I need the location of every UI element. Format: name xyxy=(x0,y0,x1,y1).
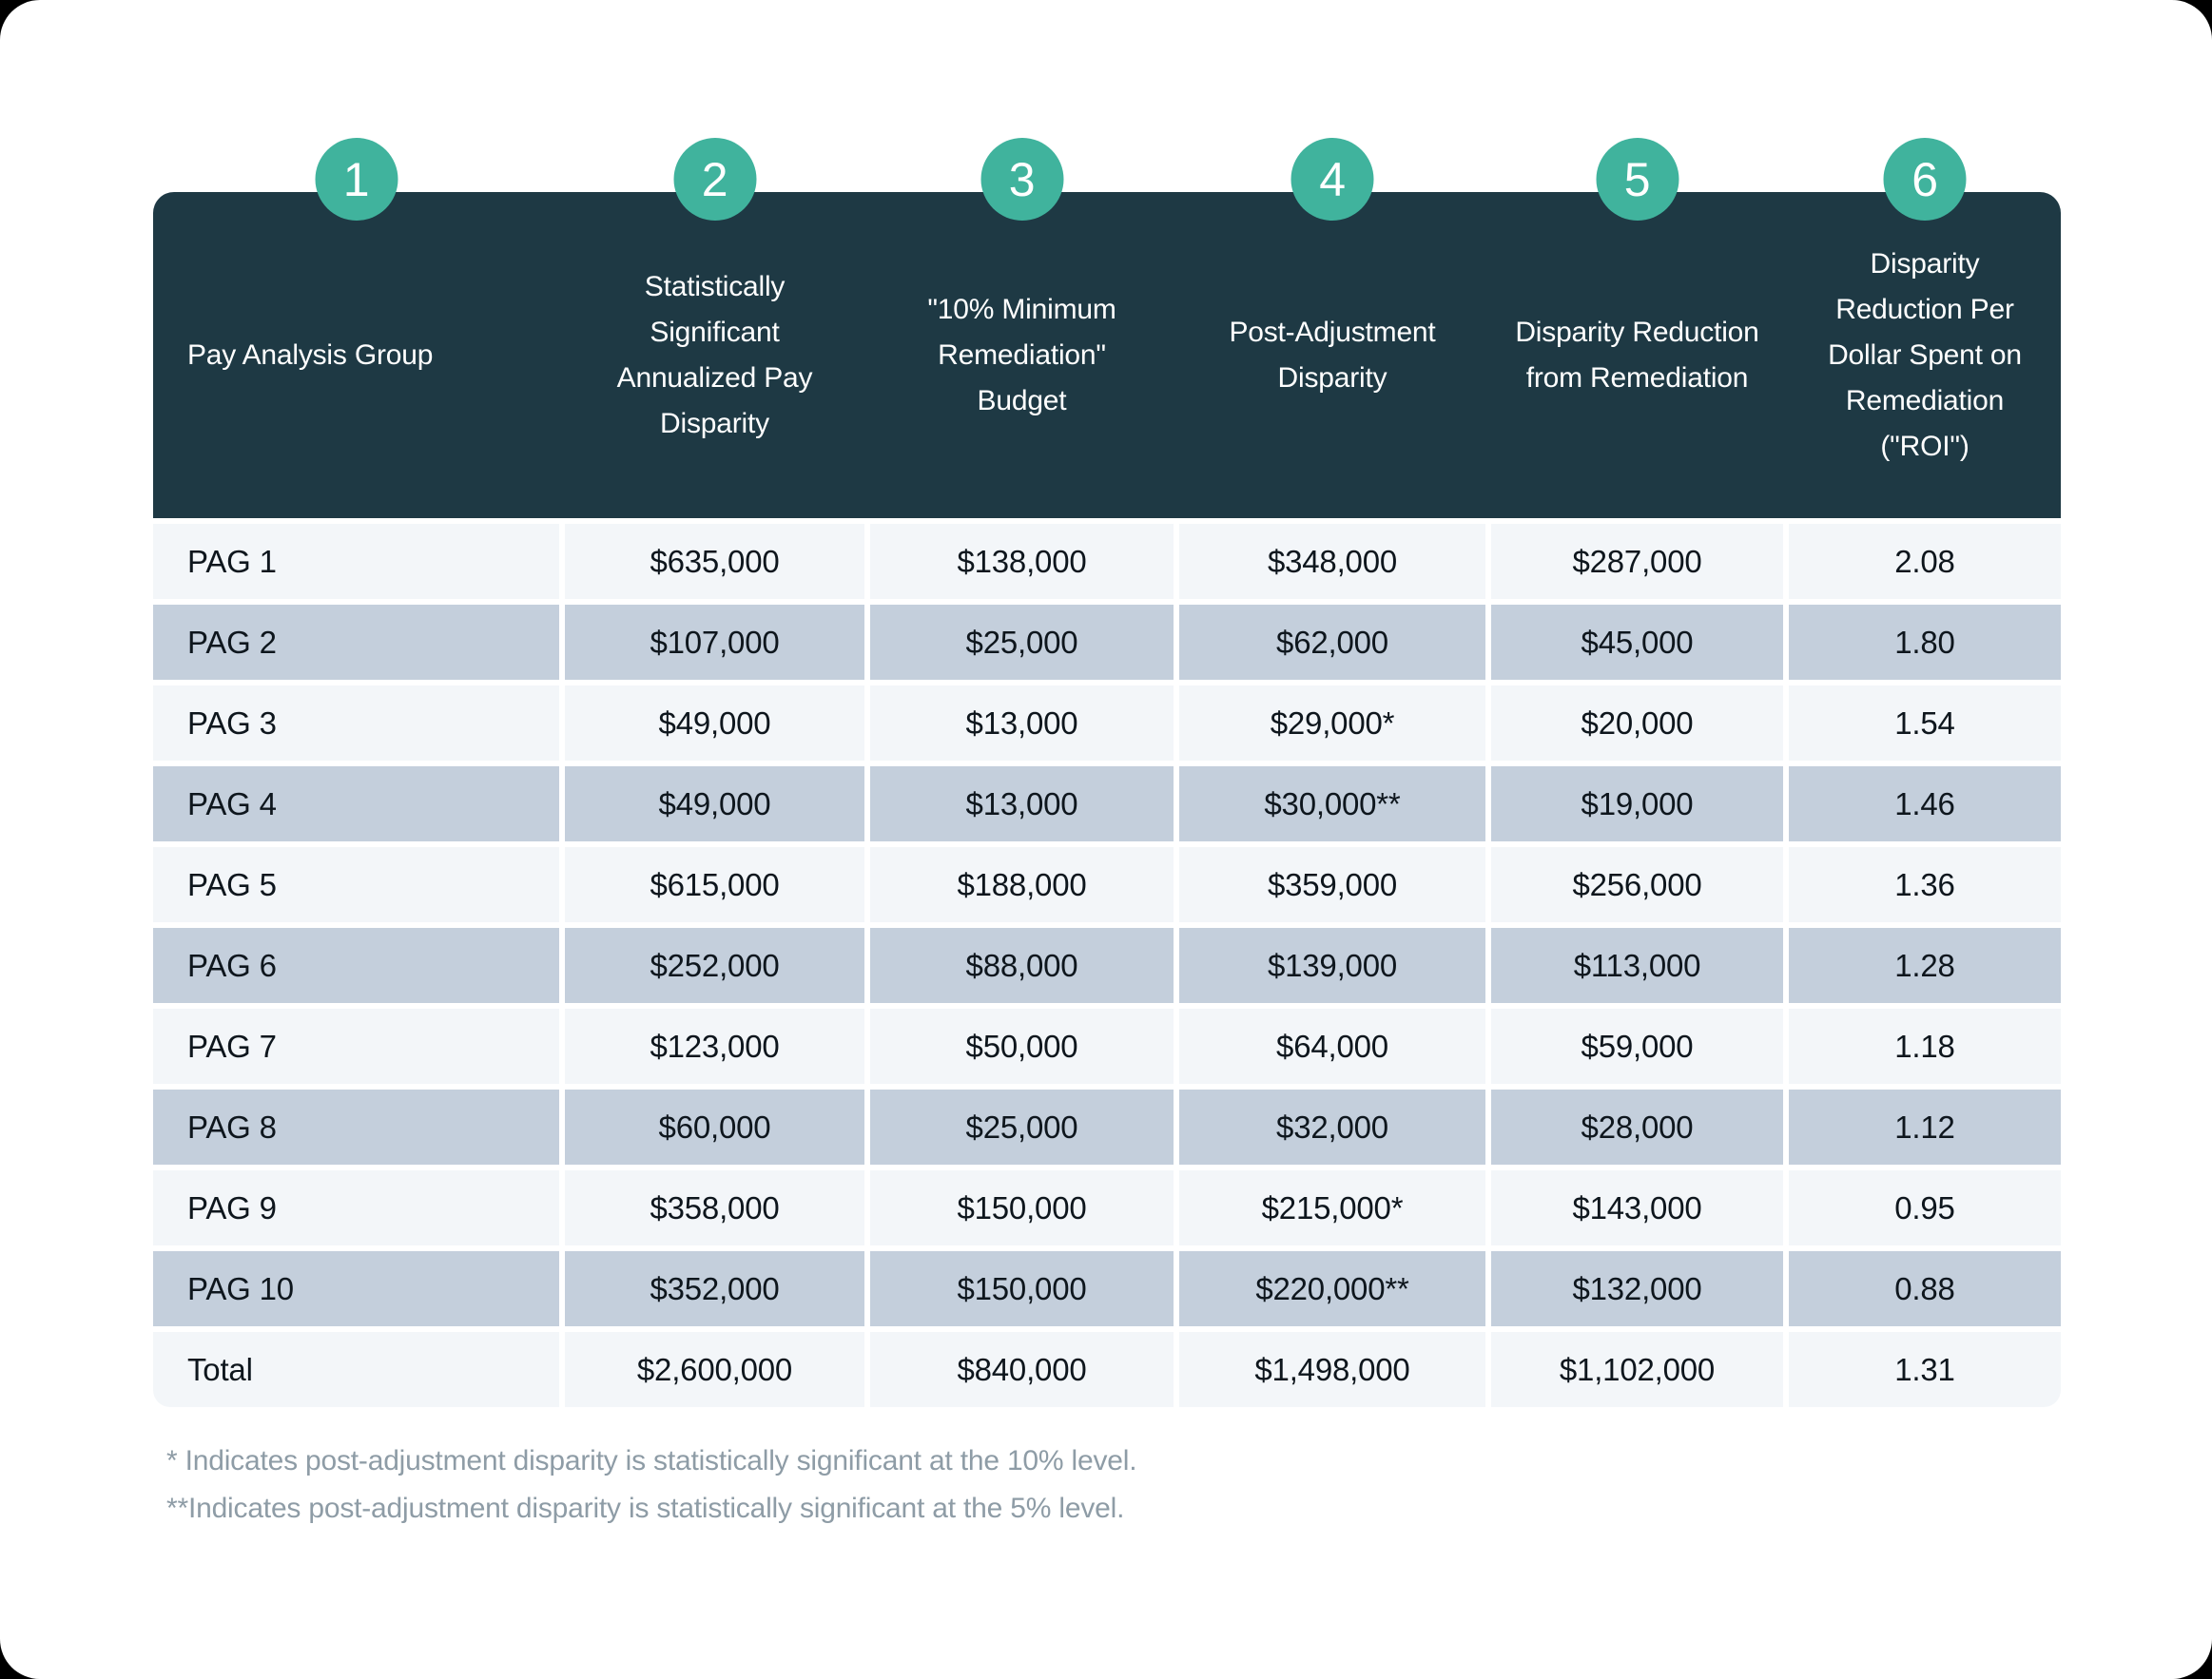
row-label-cell: PAG 2 xyxy=(153,605,559,680)
value-cell: $2,600,000 xyxy=(565,1332,864,1407)
value-cell: $188,000 xyxy=(870,847,1174,922)
column-number-badge-4: 4 xyxy=(1291,138,1374,221)
column-number-badge-3: 3 xyxy=(980,138,1063,221)
value-cell: $1,498,000 xyxy=(1179,1332,1485,1407)
value-cell: $139,000 xyxy=(1179,928,1485,1003)
value-cell: $615,000 xyxy=(565,847,864,922)
value-cell: 1.54 xyxy=(1789,685,2061,761)
header-cell-5 xyxy=(1491,152,1783,518)
value-cell: $19,000 xyxy=(1491,766,1783,841)
value-cell: $64,000 xyxy=(1179,1009,1485,1084)
table-header xyxy=(153,152,2061,518)
value-cell: $358,000 xyxy=(565,1170,864,1245)
row-label-cell: PAG 7 xyxy=(153,1009,559,1084)
value-cell: $88,000 xyxy=(870,928,1174,1003)
header-label: Disparity Reduction Per Dollar Spent on Remediation ("ROI") xyxy=(1828,247,2022,462)
header-cell-6 xyxy=(1789,152,2061,518)
value-cell: $107,000 xyxy=(565,605,864,680)
value-cell: $50,000 xyxy=(870,1009,1174,1084)
value-cell: $123,000 xyxy=(565,1009,864,1084)
value-cell: $150,000 xyxy=(870,1170,1174,1245)
value-cell: $20,000 xyxy=(1491,685,1783,761)
row-label-cell: PAG 6 xyxy=(153,928,559,1003)
value-cell: 1.80 xyxy=(1789,605,2061,680)
value-cell: $49,000 xyxy=(565,685,864,761)
value-cell: $29,000* xyxy=(1179,685,1485,761)
header-label: Post-Adjustment Disparity xyxy=(1229,316,1436,394)
value-cell: $45,000 xyxy=(1491,605,1783,680)
header-cell-1 xyxy=(153,152,559,518)
value-cell: 1.18 xyxy=(1789,1009,2061,1084)
row-label-cell: PAG 9 xyxy=(153,1170,559,1245)
value-cell: $60,000 xyxy=(565,1090,864,1165)
value-cell: 1.28 xyxy=(1789,928,2061,1003)
value-cell: $113,000 xyxy=(1491,928,1783,1003)
value-cell: $59,000 xyxy=(1491,1009,1783,1084)
value-cell: 1.36 xyxy=(1789,847,2061,922)
table-body xyxy=(153,524,2061,1407)
footnote-5pct: **Indicates post-adjustment disparity is statistically significant at the 5% level. xyxy=(166,1493,1125,1524)
value-cell: $840,000 xyxy=(870,1332,1174,1407)
value-cell: $287,000 xyxy=(1491,524,1783,599)
value-cell: 1.46 xyxy=(1789,766,2061,841)
value-cell: $13,000 xyxy=(870,685,1174,761)
header-cell-3 xyxy=(870,152,1174,518)
header-label: Pay Analysis Group xyxy=(187,338,434,371)
value-cell: 2.08 xyxy=(1789,524,2061,599)
row-label-cell: PAG 3 xyxy=(153,685,559,761)
column-number-badge-6: 6 xyxy=(1884,138,1967,221)
header-cell-2 xyxy=(565,152,864,518)
row-label-cell: PAG 8 xyxy=(153,1090,559,1165)
value-cell: $1,102,000 xyxy=(1491,1332,1783,1407)
value-cell: $215,000* xyxy=(1179,1170,1485,1245)
value-cell: $220,000** xyxy=(1179,1251,1485,1326)
footnote-10pct: * Indicates post-adjustment disparity is statistically significant at the 10% level. xyxy=(166,1445,1137,1476)
value-cell: $28,000 xyxy=(1491,1090,1783,1165)
value-cell: $352,000 xyxy=(565,1251,864,1326)
value-cell: $252,000 xyxy=(565,928,864,1003)
value-cell: $138,000 xyxy=(870,524,1174,599)
value-cell: $150,000 xyxy=(870,1251,1174,1326)
row-label-cell: Total xyxy=(153,1332,559,1407)
value-cell: $49,000 xyxy=(565,766,864,841)
value-cell: $62,000 xyxy=(1179,605,1485,680)
column-number-badge-2: 2 xyxy=(673,138,756,221)
value-cell: 1.12 xyxy=(1789,1090,2061,1165)
row-label-cell: PAG 10 xyxy=(153,1251,559,1326)
row-label-cell: PAG 4 xyxy=(153,766,559,841)
header-label: "10% Minimum Remediation" Budget xyxy=(927,293,1116,416)
summary-table xyxy=(153,152,2061,1407)
footnotes xyxy=(166,1438,1136,1533)
value-cell: $25,000 xyxy=(870,1090,1174,1165)
column-number-badge-5: 5 xyxy=(1596,138,1678,221)
header-cell-4 xyxy=(1179,152,1485,518)
value-cell: 1.31 xyxy=(1789,1332,2061,1407)
row-label-cell: PAG 1 xyxy=(153,524,559,599)
value-cell: $143,000 xyxy=(1491,1170,1783,1245)
column-number-badge-1: 1 xyxy=(315,138,398,221)
header-label: Statistically Significant Annualized Pay Disparity xyxy=(616,270,813,439)
value-cell: $635,000 xyxy=(565,524,864,599)
value-cell: $348,000 xyxy=(1179,524,1485,599)
value-cell: 0.88 xyxy=(1789,1251,2061,1326)
value-cell: $13,000 xyxy=(870,766,1174,841)
value-cell: 0.95 xyxy=(1789,1170,2061,1245)
row-label-cell: PAG 5 xyxy=(153,847,559,922)
value-cell: $256,000 xyxy=(1491,847,1783,922)
value-cell: $32,000 xyxy=(1179,1090,1485,1165)
value-cell: $132,000 xyxy=(1491,1251,1783,1326)
value-cell: $25,000 xyxy=(870,605,1174,680)
value-cell: $30,000** xyxy=(1179,766,1485,841)
value-cell: $359,000 xyxy=(1179,847,1485,922)
header-label: Disparity Reduction from Remediation xyxy=(1515,316,1759,394)
